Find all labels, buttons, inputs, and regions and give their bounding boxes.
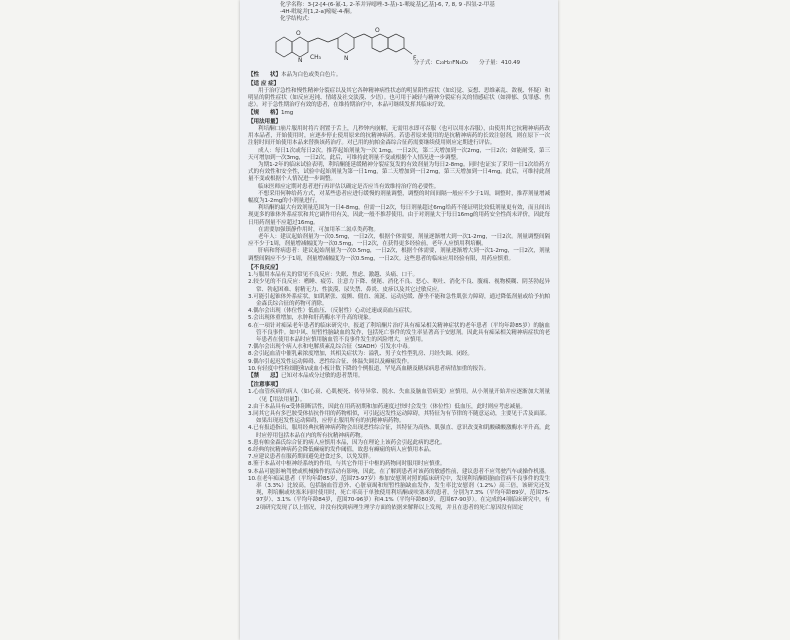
atom-n-piperidine: N <box>344 54 349 62</box>
caution-item: 6.经典的抗精神病药会降低癫痫的发作阈值，故患有癫痫的病人应慎用本品。 <box>248 446 435 453</box>
indications-title: 【适 应 症】 <box>248 80 280 87</box>
contraindications-title: 【禁 忌】 <box>248 372 281 379</box>
adverse-item: 3.可能引起锥体外系症状，如肌紧张、震颤、僵直、流涎、运动迟缓、静坐不能和急性肌张力障碍，通过降低剂量或给予抗帕金森氏综合征的药物可消除。 <box>248 293 550 307</box>
section-properties <box>240 72 558 79</box>
dosage-paragraph: 利培酮口崩片服用时将片剂置于舌上，几秒钟内崩解，无需用水即可吞服（也可以用水吞服），由使用其它抗精神病药改用本品者，开始使用时，应逐步停止使用原来的抗精神病药。若患者原来使用的是抗精神病药的长效注射剂，则在原下一次注射时间开始使用本品来替换该药治疗。对已用的抗帕金森综合征药需要继续使用则应定期进行评估。 <box>248 126 550 147</box>
caution-item: 9.本品可能影响驾驶或机械操作的活动有影响，因此，在了解到患者对该药的敏感性前，建议患者不应驾驶汽车或操作机器。 <box>248 468 550 475</box>
atom-o-isoxazole: O <box>375 26 380 34</box>
atom-n: N <box>298 56 303 64</box>
caution-item: 5.患有帕金森氏综合征的病人应慎用本品，因为在理论上该药会引起此病的恶化。 <box>248 439 446 446</box>
dosage-paragraph: 在需要加强镇静作用时，可加用苯二氮卓类药物。 <box>258 226 379 233</box>
caution-item: 7.应建议患者在服药期间避免进食过多，以免发胖。 <box>248 454 375 461</box>
caution-item: 8.鉴于本品对中枢神经系统的作用，与其它作用于中枢的药物同时服用时应慎重。 <box>248 461 446 468</box>
leaflet-page <box>240 0 558 640</box>
properties-text: 本品为白色或类白色片。 <box>280 71 342 78</box>
cautions-title: 【注意事项】 <box>248 382 281 389</box>
spec-text: 1mg <box>280 109 294 116</box>
chemical-name-line-1: 化学名称：3-[2-[4-(6-氟-1, 2-苯并异噁唑-3-基)-1-哌啶基]乙基]-6, 7, 8, 9 -四氢-2-甲基 <box>280 2 495 8</box>
dosage-paragraph: 为期1-2年的临床试验表明，利培酮能延缓精神分裂症复发的有效剂量为每日2-8mg。同时也证实了采用一日1次给药方式的有效性和安全性，试验中起始剂量为第一日1mg，第二天增加到一日2mg，第三天增加到一日4mg。此后，可维持此剂量不变或根据个人情况进一步调整。 <box>248 162 550 183</box>
adverse-item: 10.有轻度中性粒细胞和/或血小板计数下降的个例报道，罕见高血糖及糖尿病患者病情加重的报告。 <box>248 365 490 372</box>
structure-label: 化学结构式： <box>280 16 313 23</box>
molecular-formula: 分子式：C₂₃H₂₇FN₄O₂ 分子量：410.49 <box>413 59 520 66</box>
chemical-name <box>240 0 558 24</box>
caution-item: 1.心血管疾病的病人（如心衰、心肌梗死、传导异常、脱水、失血及脑血管病变）应慎用，从小剂量开始并应逐渐加大剂量（见【用法用量】）。 <box>248 389 550 403</box>
dosage-paragraph: 不想采用何种给药方式，对某些患者应进行缓慢的剂量调整，调整的时间间隔一般应不少于1周，调整时，推荐剂量增减幅度为1-2mg的小剂量进行。 <box>248 190 550 205</box>
dosage-paragraph: 临床医师应定期对患者进行再评估以确定是否应当有效维持治疗的必要性。 <box>258 183 440 190</box>
structure-block <box>248 26 550 70</box>
adverse-item: 1.与服用本品有关的常见不良反应：失眠、焦虑、激越、头痛、口干。 <box>248 272 418 279</box>
atom-f: F <box>413 54 417 62</box>
adverse-item: 2.较少见的不良反应：嗜睡、疲劳、注意力下降、便秘、消化不良、恶心、呕吐、消化不良、腹痛、视物模糊、阴茎勃起异常、勃起困难、射精无力、性淡漠、尿失禁、鼻炎、皮疹以及其它过敏反应。 <box>248 279 550 293</box>
contraindications-text: 已知对本品成分过敏的患者禁用。 <box>280 372 364 379</box>
adverse-item: 6.在一项针对痴呆老年患者的临床研究中，报道了利培酮片治疗具有痴呆相关精神症状的老年患者（平均年龄85岁）的脑血管不良事件。如中风、短暂性脑缺血的发作，包括死亡事件的发生率显著高于安慰剂。因此具有痴呆相关精神病症状的老年患者在使用本品时应慎用脑血管不良事件发生的风险增大，应慎用。 <box>248 322 550 343</box>
adverse-item: 7.偶尔会出现个病人水和电解质紊乱综合征（SIADH）引发水中毒。 <box>248 344 414 351</box>
adverse-item: 9.偶尔引起迟发性运动障碍、恶性综合征、体温失调以及癫痫发作。 <box>248 358 413 365</box>
section-dosage <box>240 119 558 263</box>
adverse-title: 【不良反应】 <box>248 264 281 271</box>
atom-o: O <box>296 29 301 37</box>
adverse-item: 5.会出现体重增加，水肿和肝药酶水平升高的现象。 <box>248 315 375 322</box>
dosage-paragraph: 成人：每日1次或每日2次。推荐起始剂量为一次 1mg，一日2次，第二天增加到一次2mg，一日2次；如能耐受，第三天可增加到一次3mg，一日2次。此后，可维持此剂量不变或根据个人情况进一步调整。 <box>248 147 550 161</box>
dosage-paragraph: 肝病和肾病患者：建议起始剂量为一次0.5mg，一日2次，根据个体需要，剂量逐渐增大到一次1-2mg，一日2次，剂量调整间隔应不少于1周，剂量增减幅度为一次0.5mg，一日2次。这些患者的临床应用经验有限，用药应慎重。 <box>248 248 550 262</box>
caution-item: 10.在老年痴呆患者（平均年龄85岁，范围73-97岁）参加安慰剂对照的临床研究中，发现利培酮组脑血管病不良事件的发生率（3.3%）比较高，包括脑血管意外、心脏衰竭和短暂性脑缺血发作，发生率比安慰剂（1.2%）高三倍，该研究还发现，利培酮或呋塞米同时使用时，死亡率高于单独使用利培酮或呋塞米的患者，分别为7.3%（平均年龄89岁，范围75-97岁）、3.1%（平均年龄84岁，范围70-96岁）和4.1%（平均年龄80岁，范围67-90岁）。在完成的4项临床研究中，有2项研究发现了以上情况，并没有找到病理生理学方面的依据来解释以上发现，并且在患者的死亡原因没有固定 <box>248 475 550 511</box>
section-contraindications <box>240 373 558 380</box>
adverse-item: 8.会引起血清中催乳素浓度增加，其相关症状为：溢乳、男子女性型乳房、月经失调、闭经。 <box>248 351 473 358</box>
caution-item: 3.同其它具有多巴胺受体拮抗作用的药物相似，可引起迟发性运动障碍，其特征为有节律的不随意运动，主要见于舌及面部。如果出现迟发性运动障碍，应停止服用所有的抗精神病药物。 <box>248 410 550 425</box>
chemical-name-line-2: -4H-吡啶并[1,2-a]嘧啶-4-酮。 <box>280 9 356 16</box>
properties-title: 【性 状】 <box>248 71 281 78</box>
dosage-title: 【用法用量】 <box>248 118 281 125</box>
section-adverse <box>240 265 558 373</box>
adverse-item: 4.偶尔会出现（体位性）低血压、（反射性）心动过速或高血压症状。 <box>248 308 416 315</box>
section-spec <box>240 110 558 117</box>
caution-item: 4.已有报道指出，服用经典抗精神病药物会出现恶性综合征，其特征为高热、肌强直、意识改变和肌酸磷酸激酶水平升高。此时应停用包括本品在内的所有抗精神病药物。 <box>248 425 550 439</box>
caution-item: 2.由于本品具有α受体阻断活性，因此在用药初期和加药速度过快时会发生（体位性）低血压，此时则应考虑减量。 <box>248 403 526 410</box>
section-cautions <box>240 382 558 512</box>
atom-ch3: CH₃ <box>310 53 321 61</box>
section-indications <box>240 81 558 110</box>
dosage-paragraph: 利培酮的最大有效剂量范围为一日4-8mg，但需一日2次，每日剂量超过6mg给药不能证明比较低剂量更有效，而且间出现更多的锥体外系症状和其它副作用有关，因此一般不推荐使用。由于对剂量大于每日16mg的用药安全性尚未评价，因此每日用药剂量不应超过16mg。 <box>248 205 550 226</box>
indications-text: 用于治疗急性和慢性精神分裂症以及其它各种精神病性状态的明显阳性症状（如幻觉、妄想、思维紊乱、敌视、怀疑）和明显的阴性症状（如反应迟钝、情绪及社交淡漠、少语）。也可用于减轻与精神分裂症有关的情感症状（如抑郁、负罪感、焦虑）。对于急性期治疗有效的患者，在维持期治疗中，本品可继续发挥其临床疗效。 <box>248 88 550 109</box>
spec-title: 【规 格】 <box>248 109 281 116</box>
dosage-paragraph: 老年人：建议起始剂量为一次0.5mg，一日2次，根据个体需要，剂量逐渐增大到一次1-2mg，一日2次。剂量调整间隔应不少于1周，剂量增减幅度为一次0.5mg，一日2次，在获得更多经验前，老年人应慎用利培酮。 <box>248 234 550 248</box>
